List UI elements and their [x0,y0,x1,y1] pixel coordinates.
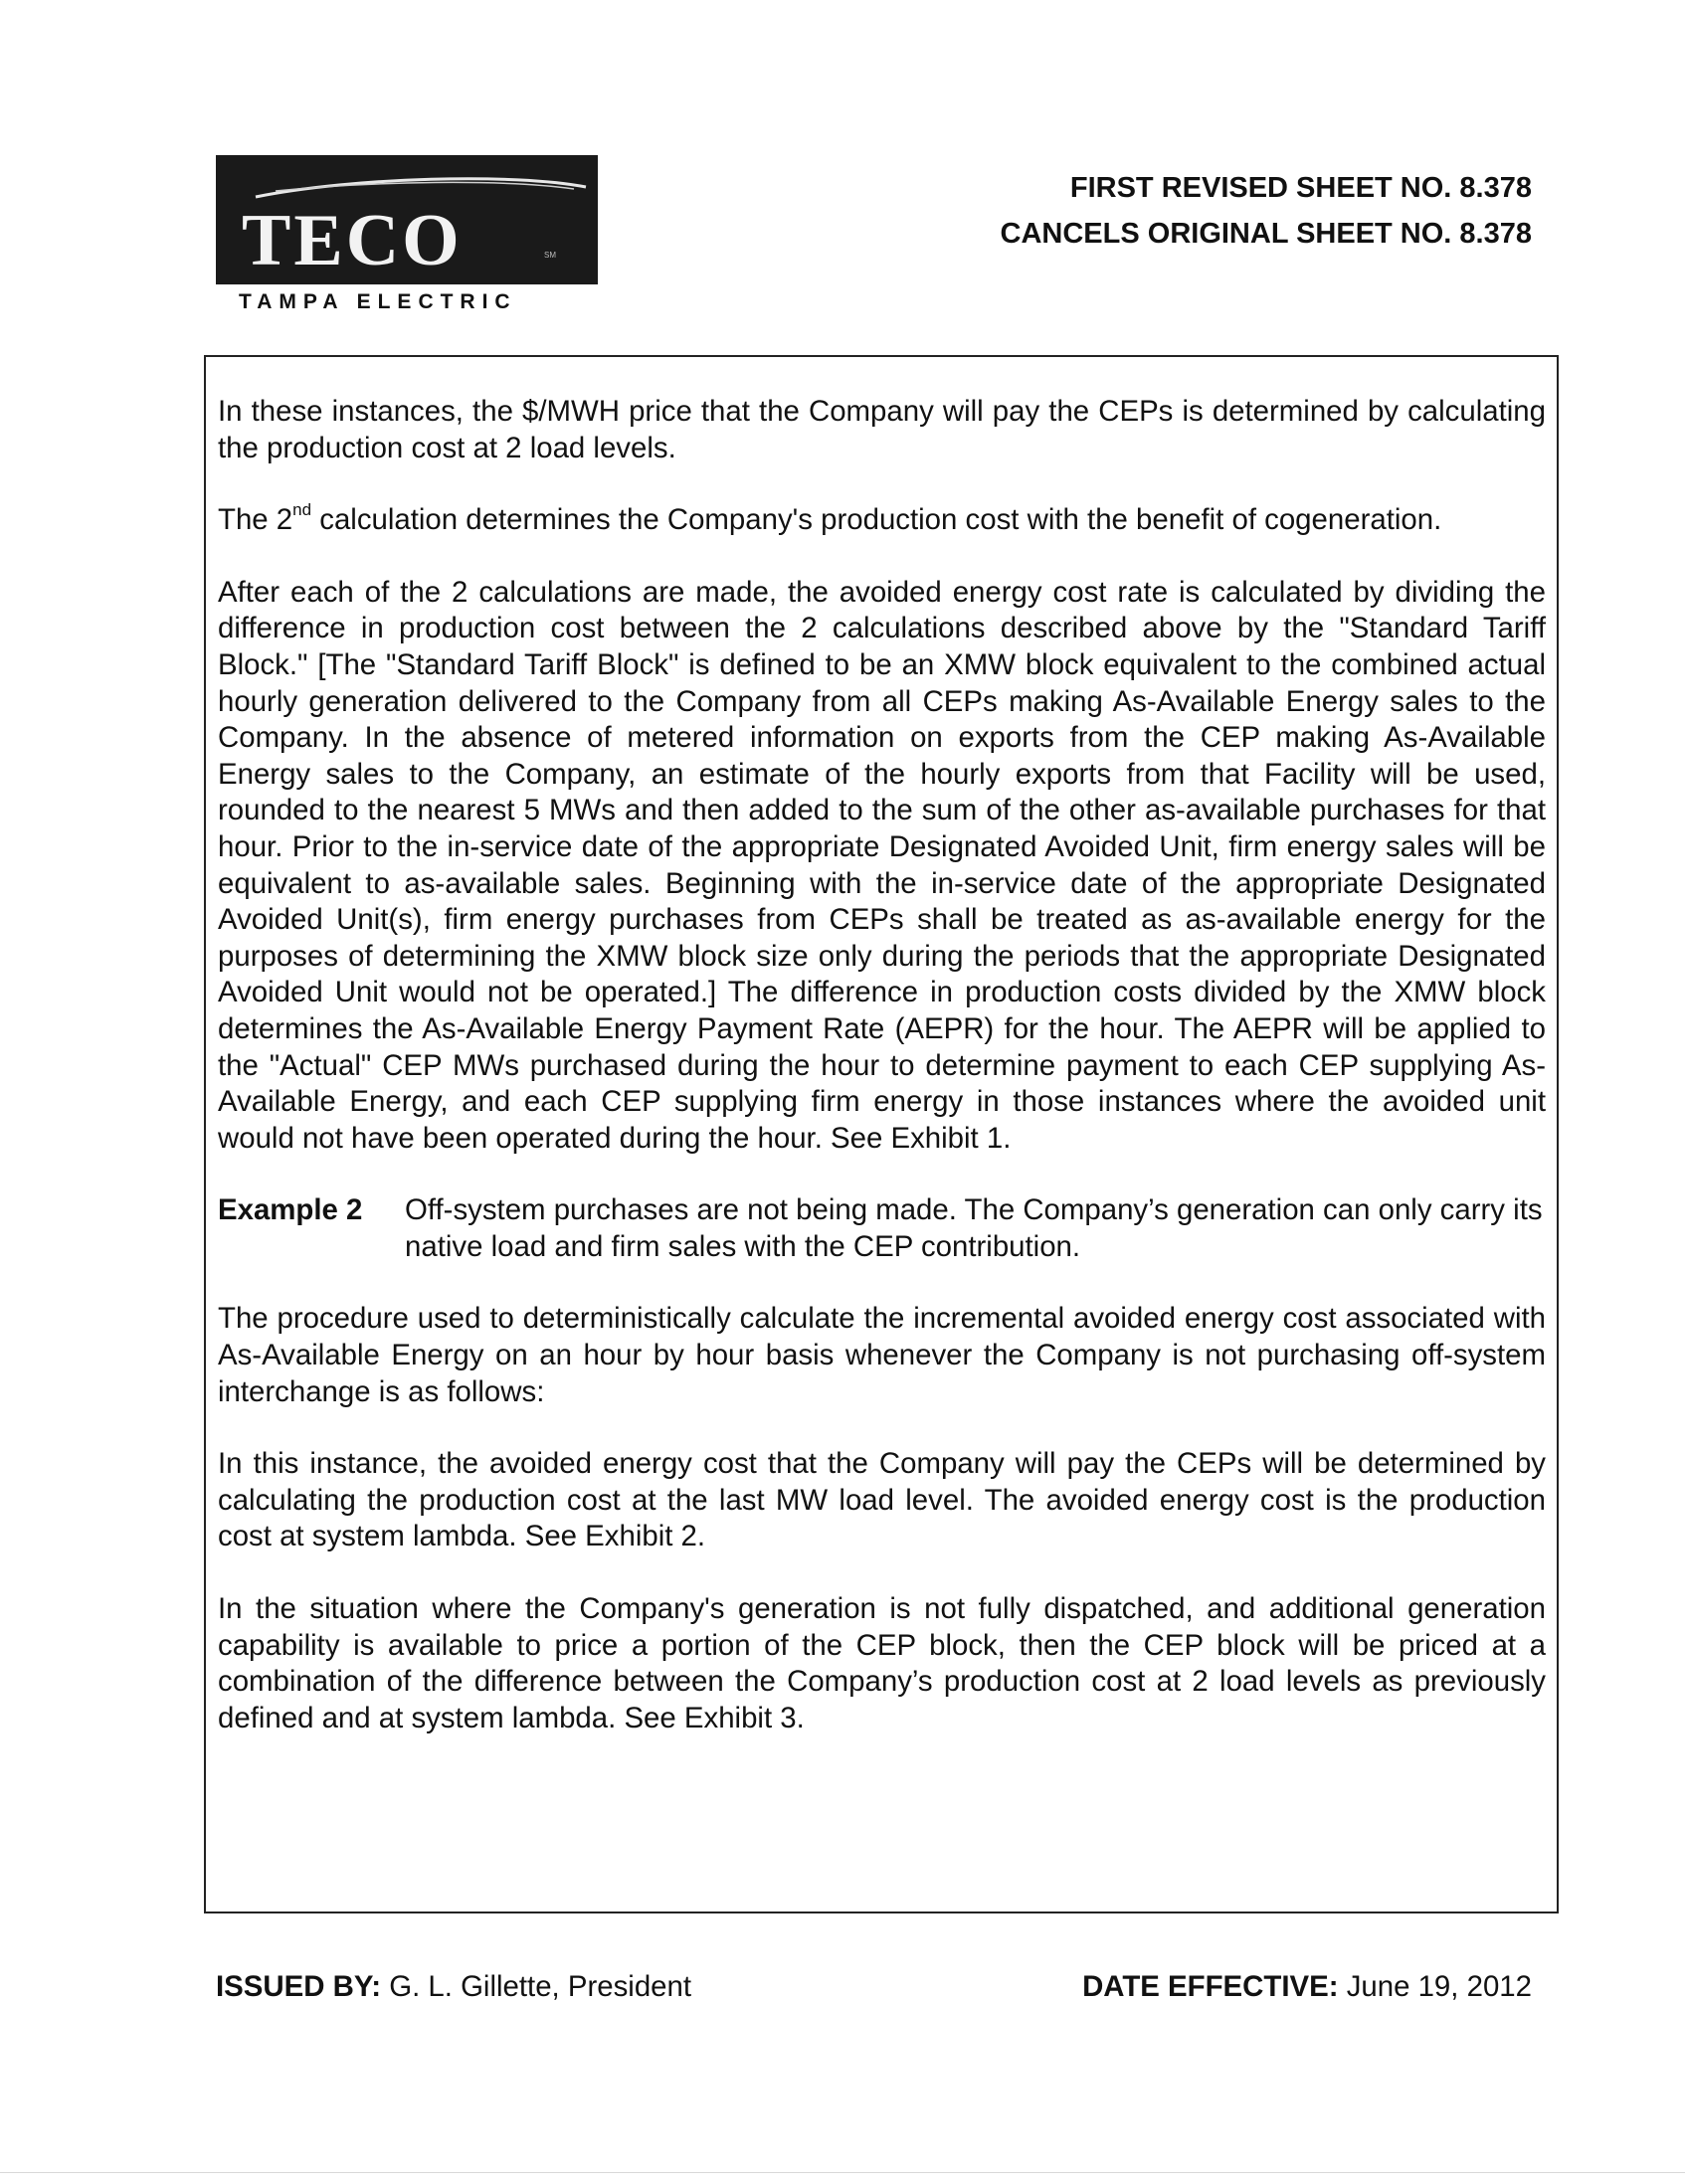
issued-by [216,1969,691,2005]
example-2 [218,1192,1546,1265]
paragraph-second-calculation [218,502,1546,539]
paragraph-instances: In these instances, the $/MWH price that the Company will pay the CEPs is determined by calculating the production cost at 2 load levels. [218,395,1546,464]
issued-by-value: G. L. Gillette, President [389,1970,692,2003]
paragraph-second-calculation-post: calculation determines the Company's production cost with the benefit of cogeneration. [311,503,1442,537]
example-text: Off-system purchases are not being made. The Company’s generation can only carry its native load and firm sales with the CEP contribution. [405,1193,1543,1263]
logo-wordmark: TECO [242,200,463,281]
date-effective [1082,1969,1532,2005]
teco-logo [216,155,598,284]
paragraph-last-mw-load: In this instance, the avoided energy cost that the Company will pay the CEPs will be determined by calculating the production cost at the last MW load level. The avoided energy cost is the production cost at system lambda. See Exhibit 2. [218,1447,1546,1553]
paragraph-avoided-cost-rate: After each of the 2 calculations are made, the avoided energy cost rate is calculated by dividing the difference in production cost between the 2 calculations described above by the "Standard Tariff Block." [The "Standard Tariff Block" is defined to be an XMW block equivalent to the combined actual hourly generation delivered to the Company from all CEPs making As-Available Energy sales to the Company. In the absence of metered information on exports from the CEP making As-Available Energy sales to the Company, an estimate of the hourly exports from that Facility will be used, rounded to the nearest 5 MWs and then added to the sum of the other as-available purchases for that hour. Prior to the in-service date of the appropriate Designated Avoided Unit, firm energy sales will be equivalent to as-available sales. Beginning with the in-service date of the appropriate Designated Avoided Unit(s), firm energy purchases from CEPs shall be treated as as-available energy for the purposes of determining the XMW block size only during the periods that the appropriate Designated Avoided Unit would not be operated.] The difference in production costs divided by the XMW block determines the As-Available Energy Payment Rate (AEPR) for the hour. The AEPR will be applied to the "Actual" CEP MWs purchased during the hour to determine payment to each CEP supplying As-Available Energy, and each CEP supplying firm energy in those instances where the avoided unit would not have been operated during the hour. See Exhibit 1. [218,575,1546,1155]
scan-edge-divider [0,2172,1685,2173]
paragraph-combination-pricing: In the situation where the Company's generation is not fully dispatched, and additional generation capability is available to price a portion of the CEP block, then the CEP block will be priced at a combination of the difference between the Company’s production cost at 2 load levels as previously defined and at system lambda. See Exhibit 3. [218,1592,1546,1734]
date-effective-value: June 19, 2012 [1346,1970,1532,2003]
example-label: Example 2 [218,1193,363,1227]
logo-tagline: TAMPA ELECTRIC [239,290,517,313]
date-effective-label: DATE EFFECTIVE: [1082,1970,1339,2003]
sheet-revision-line: FIRST REVISED SHEET NO. 8.378 [1069,172,1532,204]
issued-by-label: ISSUED BY: [216,1970,382,2003]
paragraph-second-calculation-pre: The 2 [218,503,293,537]
sheet-cancels-line: CANCELS ORIGINAL SHEET NO. 8.378 [1000,218,1532,250]
sheet-number-block [1001,165,1532,257]
tariff-content-box [204,355,1559,1913]
paragraph-procedure: The procedure used to deterministically calculate the incremental avoided energy cost associated with As-Available Energy on an hour by hour basis whenever the Company is not purchasing off-system interchange is as follows: [218,1302,1546,1408]
ordinal-suffix: nd [292,500,312,520]
logo-service-mark: SM [544,251,556,260]
